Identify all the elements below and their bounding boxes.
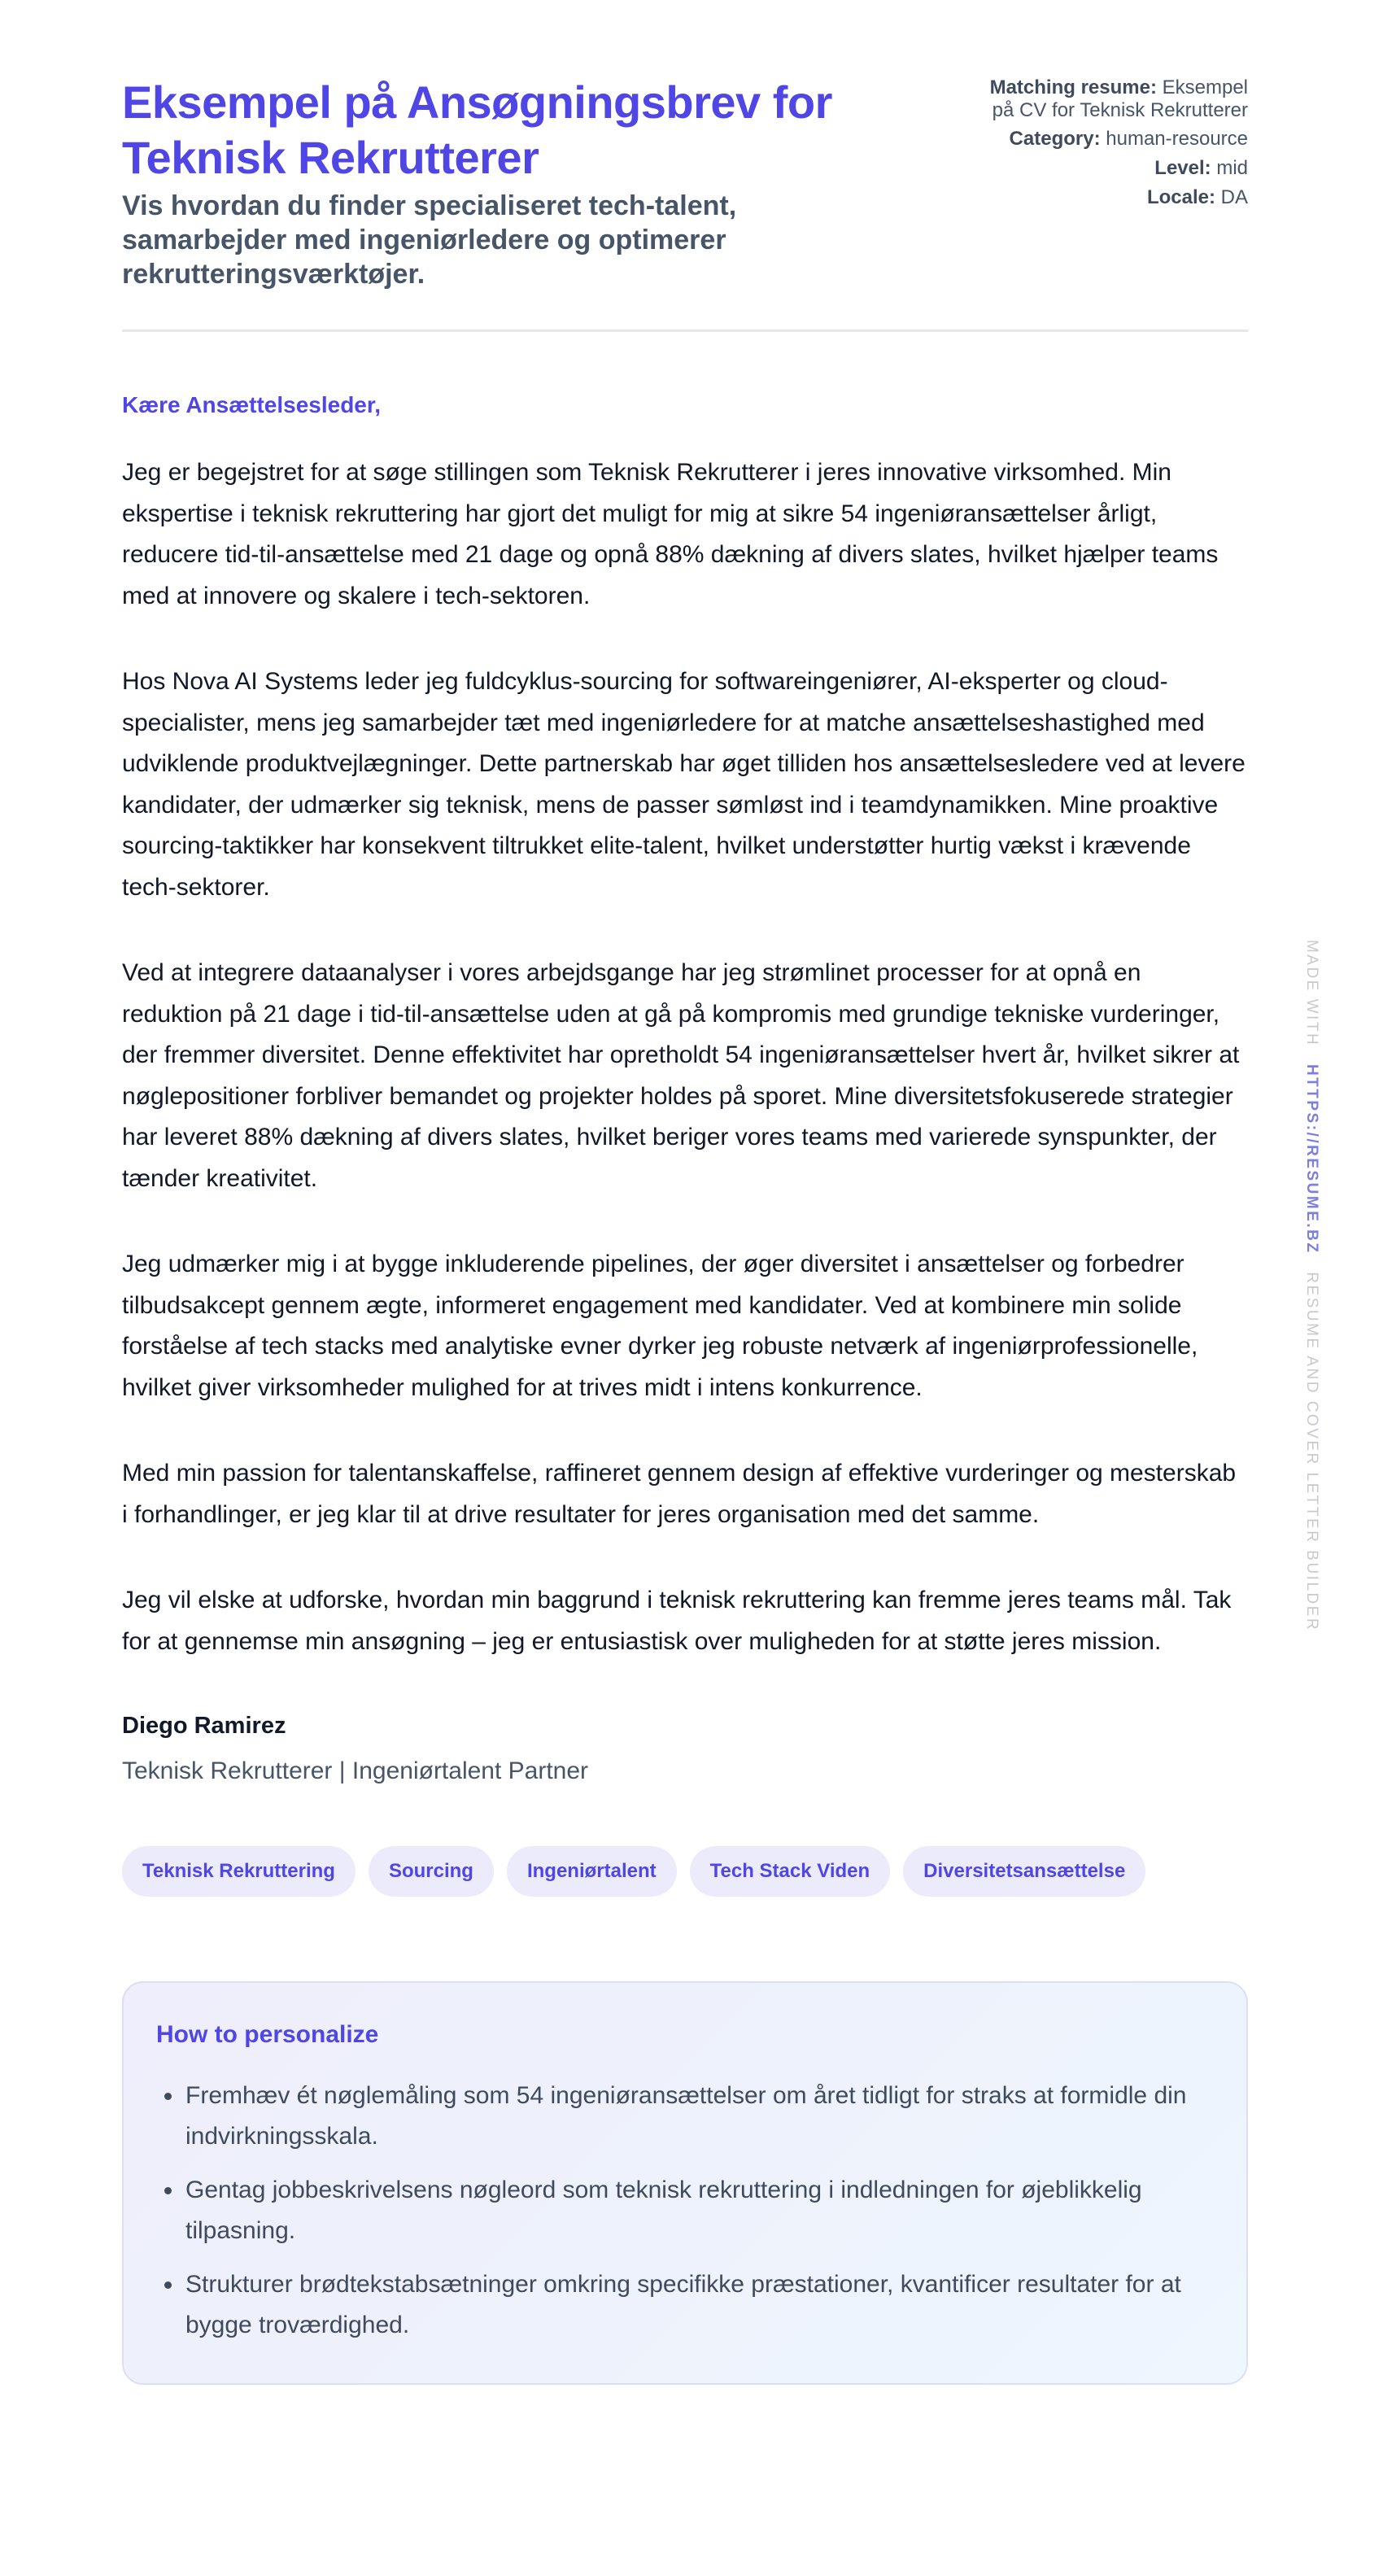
meta-category-value: human-resource xyxy=(1106,128,1248,150)
letter-paragraph: Med min passion for talentanskaffelse, raffineret gennem design af effektive vurderinger og mesterskab i forhandlinger, er jeg klar til at drive resultater for jeres organisation med det samme. xyxy=(122,1460,1237,1528)
bullet-icon xyxy=(164,2187,172,2194)
letter-paragraph: Hos Nova AI Systems leder jeg fuldcyklus-sourcing for softwareingeniører, AI-eksperter og cloud-specialister, mens jeg samarbejder tæt med ingeniørledere for at matche ansættelseshastighed med udviklende produktvejlægninger. Dette partnerskab har øget tilliden hos ansættelsesledere ved at levere kandidater, der udmærker sig teknisk, mens de passer sømløst ind i teamdynamikken. Mine proaktive sourcing-taktikker har konsekvent tiltrukket elite-talent, hvilket understøtter hurtig vækst i krævende tech-sektorer. xyxy=(122,668,1246,901)
meta-category xyxy=(971,127,1248,151)
meta-level-value: mid xyxy=(1216,157,1248,179)
page-subtitle: Vis hvordan du finder specialiseret tech-talent, samarbejder med ingeniørledere og optimerer rekrutteringsværktøjer. xyxy=(122,190,737,290)
page-header xyxy=(122,0,1248,332)
meta-panel xyxy=(971,76,1248,215)
meta-matching-resume-value[interactable]: Eksempel på CV for Teknisk Rekrutterer xyxy=(992,76,1248,121)
letter-paragraph: Jeg vil elske at udforske, hvordan min baggrund i teknisk rekruttering kan fremme jeres teams mål. Tak for at gennemse min ansøgning – jeg er entusiastisk over muligheden for at støtte jeres mission. xyxy=(122,1587,1232,1655)
meta-level xyxy=(971,156,1248,181)
signature-title: Teknisk Rekrutterer | Ingeniørtalent Partner xyxy=(122,1757,589,1784)
tag-chip[interactable]: Diversitetsansættelse xyxy=(903,1846,1145,1897)
signature-name: Diego Ramirez xyxy=(122,1713,286,1739)
meta-matching-resume xyxy=(971,76,1248,122)
meta-matching-resume-label: Matching resume: xyxy=(989,76,1157,98)
signature-block xyxy=(122,1709,1248,1788)
tip-text: Gentag jobbeskrivelsens nøgleord som teknisk rekruttering i indledningen for øjeblikkelig tilpasning. xyxy=(185,2177,1142,2244)
meta-locale xyxy=(971,186,1248,210)
meta-level-label: Level: xyxy=(1154,157,1211,179)
bullet-icon xyxy=(164,2093,172,2100)
watermark xyxy=(1302,940,1320,1631)
letter-paragraph: Jeg udmærker mig i at bygge inkluderende pipelines, der øger diversitet i ansættelser og forbedrer tilbudsakcept gennem ægte, informeret engagement med kandidater. Ved at kombinere min solide forståelse af tech stacks med analytiske evner dyrker jeg robuste netværk af ingeniørprofessionelle, hvilket giver virksomheder mulighed for at trives midt i intens konkurrence. xyxy=(122,1251,1198,1401)
tip-item xyxy=(156,2076,1214,2157)
watermark-prefix: MADE WITH xyxy=(1303,939,1320,1047)
tip-item xyxy=(156,2264,1214,2346)
letter-body xyxy=(122,452,1248,1662)
page-title: Eksempel på Ansøgningsbrev for Teknisk Rekrutterer xyxy=(122,76,832,183)
tip-text: Fremhæv ét nøglemåling som 54 ingeniøransættelser om året tidligt for straks at formidle din indvirkningsskala. xyxy=(185,2082,1187,2150)
tag-chip[interactable]: Tech Stack Viden xyxy=(690,1846,891,1897)
personalize-tips-card xyxy=(122,1981,1248,2385)
meta-locale-label: Locale: xyxy=(1146,186,1215,208)
watermark-suffix: RESUME AND COVER LETTER BUILDER xyxy=(1303,1272,1320,1632)
tip-item xyxy=(156,2170,1214,2251)
letter-paragraph: Jeg er begejstret for at søge stillingen som Teknisk Rekrutterer i jeres innovative virksomhed. Min ekspertise i teknisk rekruttering har gjort det muligt for mig at sikre 54 ingeniøransættelser årligt, reducere tid-til-ansættelse med 21 dage og opnå 88% dækning af divers slates, hvilket hjælper teams med at innovere og skalere i tech-sektoren. xyxy=(122,459,1219,609)
bullet-icon xyxy=(164,2281,172,2289)
watermark-link[interactable]: HTTPS://RESUME.BZ xyxy=(1303,1063,1320,1255)
tag-chip[interactable]: Ingeniørtalent xyxy=(507,1846,677,1897)
letter-paragraph: Ved at integrere dataanalyser i vores arbejdsgange har jeg strømlinet processer for at opnå en reduktion på 21 dage i tid-til-ansættelse uden at gå på kompromis med grundige tekniske vurderinger, der fremmer diversitet. Denne effektivitet har opretholdt 54 ingeniøransættelser hvert år, hvilket sikrer at nøglepositioner forbliver bemandet og projekter holdes på sporet. Mine diversitetsfokuserede strategier har leveret 88% dækning af divers slates, hvilket beriger vores teams med varierede synspunkter, der tænder kreativitet. xyxy=(122,959,1240,1192)
tag-chip[interactable]: Sourcing xyxy=(369,1846,494,1897)
cover-letter-document xyxy=(122,0,1248,2385)
letter xyxy=(122,391,1248,1788)
letter-greeting: Kære Ansættelsesleder, xyxy=(122,392,381,417)
meta-category-label: Category: xyxy=(1009,128,1101,150)
tag-chip[interactable]: Teknisk Rekruttering xyxy=(122,1846,356,1897)
tag-list xyxy=(122,1846,1248,1897)
tips-card-title: How to personalize xyxy=(156,2021,379,2048)
meta-locale-value: DA xyxy=(1220,186,1248,208)
tips-list xyxy=(156,2076,1214,2346)
tip-text: Strukturer brødtekstabsætninger omkring specifikke præstationer, kvantificer resultater for at bygge troværdighed. xyxy=(185,2271,1181,2338)
